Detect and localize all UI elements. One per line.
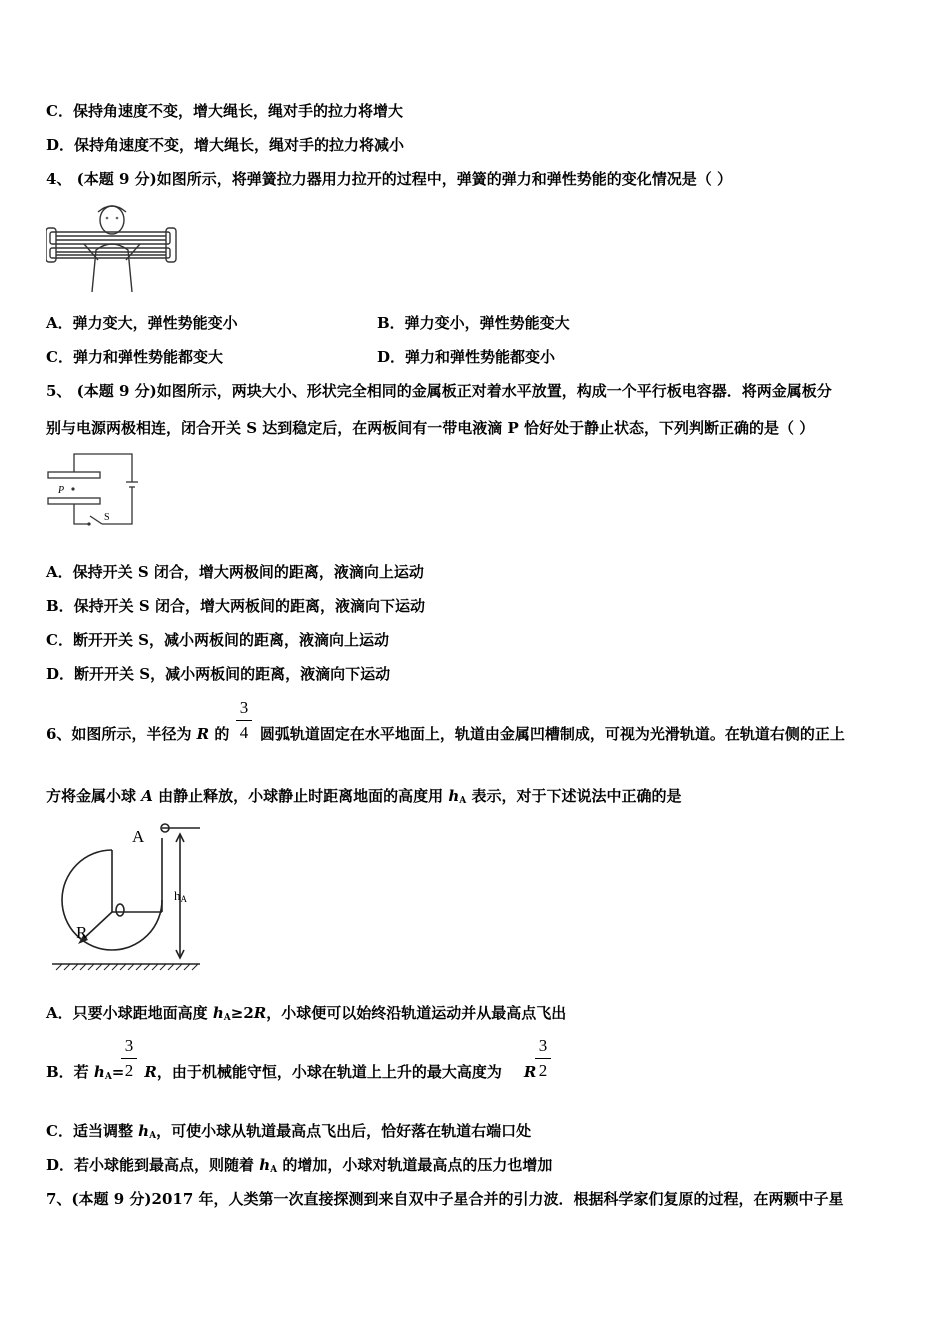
- fraction-three-halves-2: 3 2: [535, 1036, 551, 1081]
- q5-option-a: A．保持开关 S 闭合，增大两极间的距离，液滴向上运动: [46, 563, 424, 581]
- q6-stem-line1: 6、如图所示，半径为 R 的 圆弧轨道固定在水平地面上，轨道由金属凹槽制成，可视为光滑轨道。在轨道右侧的正上: [46, 725, 845, 743]
- q5-option-c: C．断开开关 S，减小两板间的距离，液滴向上运动: [46, 631, 389, 649]
- fig-label-s: S: [104, 512, 110, 523]
- q5-option-b: B．保持开关 S 闭合，增大两板间的距离，液滴向下运动: [46, 597, 425, 615]
- q4-option-c: C．弹力和弹性势能都变大: [46, 348, 223, 366]
- spring-expander-figure: [46, 200, 178, 292]
- q6-stem-line2: 方将金属小球 A 由静止释放，小球静止时距离地面的高度用 $h_A$ 表示，对于下述说法中正确的是: [46, 787, 682, 806]
- q3-option-c: C．保持角速度不变，增大绳长，绳对手的拉力将增大: [46, 102, 403, 120]
- q7-stem: 7、(本题 9 分)2017 年，人类第一次直接探测到来自双中子星合并的引力波．根据科学家们复原的过程，在两颗中子星: [46, 1190, 844, 1208]
- circular-track-figure: [50, 818, 210, 980]
- q6-option-c: C．适当调整 $h_A$，可使小球从轨道最高点飞出后，恰好落在轨道右端口处: [46, 1122, 532, 1141]
- q4-option-a: A．弹力变大，弹性势能变小: [46, 314, 238, 332]
- capacitor-circuit-figure: [46, 452, 140, 530]
- q3-option-d: D．保持角速度不变，增大绳长，绳对手的拉力将减小: [46, 136, 405, 154]
- q4-stem: 4、 (本题 9 分)如图所示，将弹簧拉力器用力拉开的过程中，弹簧的弹力和弹性势能的变化情况是（ ）: [46, 170, 732, 188]
- fig-label-r: R: [76, 923, 88, 942]
- fig-label-p: P: [58, 485, 65, 496]
- fraction-three-quarters: 3 4: [236, 698, 252, 743]
- q5-stem-line1: 5、 (本题 9 分)如图所示，两块大小、形状完全相同的金属板正对着水平放置，构成一个平行板电容器．将两金属板分: [46, 382, 832, 400]
- q6-option-d: D．若小球能到最高点，则随着 $h_A$ 的增加，小球对轨道最高点的压力也增加: [46, 1156, 553, 1175]
- q5-option-d: D．断开开关 S，减小两板间的距离，液滴向下运动: [46, 665, 391, 683]
- fig-label-h: hA: [174, 888, 187, 904]
- q4-option-d: D．弹力和弹性势能都变小: [377, 348, 556, 366]
- fraction-three-halves-1: 3 2: [121, 1036, 137, 1081]
- q6-option-a: A．只要小球距地面高度 $h_A\ge 2R$，小球便可以始终沿轨道运动并从最高点飞出: [46, 1004, 567, 1023]
- q4-option-b: B．弹力变小，弹性势能变大: [377, 314, 570, 332]
- q5-stem-line2: 别与电源两极相连，闭合开关 S 达到稳定后，在两板间有一带电液滴 P 恰好处于静止状态，下列判断正确的是（ ）: [46, 419, 815, 437]
- q6-option-b: B．若 $h_A= R$，由于机械能守恒，小球在轨道上上升的最大高度为 R: [46, 1063, 537, 1082]
- fig-label-a: A: [132, 827, 145, 846]
